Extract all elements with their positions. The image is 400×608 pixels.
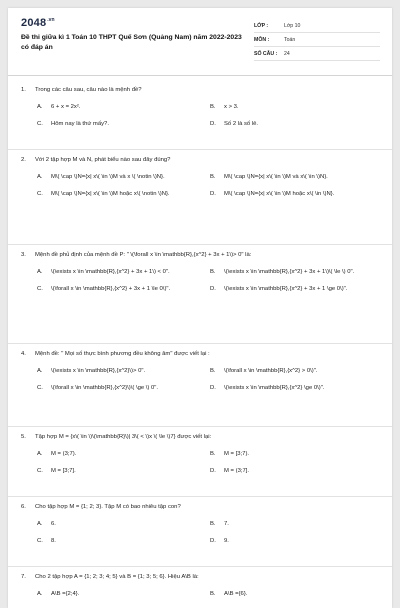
option-letter: B. <box>210 104 216 110</box>
answer-options <box>37 590 381 598</box>
exam-meta <box>254 19 380 61</box>
option-letter: D. <box>210 286 216 292</box>
question-stem <box>21 350 381 358</box>
option-letter: C. <box>37 468 43 474</box>
option-letter: C. <box>37 538 43 544</box>
question-number: 4. <box>21 351 26 357</box>
meta-row-count <box>254 47 380 61</box>
option-letter: B. <box>210 451 216 457</box>
meta-row-class <box>254 19 380 33</box>
meta-key: MÔN : <box>254 36 270 43</box>
question-7 <box>21 573 381 598</box>
document-page <box>8 8 392 608</box>
question-divider <box>8 566 392 567</box>
meta-key: LỚP : <box>254 22 269 29</box>
option-b[interactable] <box>210 173 383 181</box>
question-5 <box>21 433 381 475</box>
option-letter: D. <box>210 385 216 391</box>
question-3 <box>21 251 381 293</box>
option-letter: A. <box>37 269 43 275</box>
option-text: A\B ={2;4}. <box>51 591 80 597</box>
option-text: M\( \cap \)N={x| x\( \in \)M hoặc x\( \in \)N}. <box>224 191 335 197</box>
option-letter: D. <box>210 468 216 474</box>
question-number: 5. <box>21 434 26 440</box>
option-a[interactable] <box>37 103 210 111</box>
option-text: 6 + x = 2x². <box>51 104 81 110</box>
question-6 <box>21 503 381 545</box>
document-header <box>8 8 392 72</box>
option-a[interactable] <box>37 173 210 181</box>
option-text: M\( \cap \)N={x| x\( \in \)M và x\( \in \)N}. <box>224 174 328 180</box>
question-number: 6. <box>21 504 26 510</box>
option-c[interactable] <box>37 467 210 475</box>
option-d[interactable] <box>210 190 383 198</box>
option-b[interactable] <box>210 590 383 598</box>
option-a[interactable] <box>37 520 210 528</box>
option-text: 6. <box>51 521 56 527</box>
option-letter: A. <box>37 451 43 457</box>
option-d[interactable] <box>210 285 383 293</box>
option-a[interactable] <box>37 367 210 375</box>
question-text: Cho 2 tập hợp A = {1; 2; 3; 4; 5} và B = {1; 3; 5; 6}. Hiệu A\B là: <box>35 574 199 580</box>
option-letter: B. <box>210 269 216 275</box>
question-text: Cho tập hợp M = {1; 2; 3}. Tập M có bao nhiêu tập con? <box>35 504 181 510</box>
question-number: 7. <box>21 574 26 580</box>
option-text: A\B ={6}. <box>224 591 248 597</box>
option-text: \(\forall x \in \mathbb{R},{x^2} + 3x + 1 \le 0\)". <box>51 286 171 292</box>
answer-options <box>37 173 381 198</box>
option-d[interactable] <box>210 120 383 128</box>
option-letter: D. <box>210 191 216 197</box>
option-letter: A. <box>37 521 43 527</box>
meta-row-subject <box>254 33 380 47</box>
meta-key: SỐ CÂU : <box>254 50 278 57</box>
header-divider <box>8 75 392 76</box>
option-text: \(\forall x \in \mathbb{R},{x^2}\)\( \ge \) 0". <box>51 385 159 391</box>
option-text: \(\forall x \in \mathbb{R},{x^2} > 0\)". <box>224 368 318 374</box>
option-b[interactable] <box>210 268 383 276</box>
question-4 <box>21 350 381 392</box>
question-divider <box>8 426 392 427</box>
meta-value: Toán <box>284 36 296 43</box>
option-letter: D. <box>210 121 216 127</box>
logo-suffix: .vn <box>47 17 55 23</box>
option-text: M = [3;7). <box>224 451 250 457</box>
question-stem <box>21 573 381 581</box>
option-text: 7. <box>224 521 229 527</box>
option-d[interactable] <box>210 537 383 545</box>
question-divider <box>8 244 392 245</box>
option-letter: C. <box>37 121 43 127</box>
option-c[interactable] <box>37 120 210 128</box>
option-d[interactable] <box>210 467 383 475</box>
option-text: x > 3. <box>224 104 239 110</box>
meta-value: Lớp 10 <box>284 22 301 29</box>
question-divider <box>8 343 392 344</box>
option-text: \(\exists x \in \mathbb{R},{x^2} + 3x + 1\) < 0". <box>51 269 170 275</box>
site-logo[interactable] <box>21 17 55 29</box>
question-number: 1. <box>21 87 26 93</box>
option-letter: A. <box>37 104 43 110</box>
option-text: M\( \cap \)N={x| x\( \in \)M và x \( \notin \)N}. <box>51 174 165 180</box>
option-c[interactable] <box>37 190 210 198</box>
option-letter: B. <box>210 521 216 527</box>
answer-options <box>37 268 381 293</box>
option-letter: A. <box>37 174 43 180</box>
question-1 <box>21 86 381 128</box>
answer-options <box>37 103 381 128</box>
option-letter: A. <box>37 368 43 374</box>
option-letter: C. <box>37 385 43 391</box>
answer-options <box>37 450 381 475</box>
option-text: M = [3;7]. <box>51 468 76 474</box>
question-text: Mệnh đề phủ định của mệnh đề P: " \(\forall x \in \mathbb{R},{x^2} + 3x + 1\)> 0" là: <box>35 252 252 258</box>
option-a[interactable] <box>37 590 210 598</box>
question-2 <box>21 156 381 198</box>
option-c[interactable] <box>37 285 210 293</box>
exam-title: Đề thi giữa kì 1 Toán 10 THPT Quế Sơn (Quảng Nam) năm 2022-2023 có đáp án <box>21 34 242 51</box>
question-divider <box>8 496 392 497</box>
answer-options <box>37 367 381 392</box>
option-letter: C. <box>37 286 43 292</box>
option-letter: B. <box>210 368 216 374</box>
option-text: Số 2 là số lẻ. <box>224 121 259 127</box>
option-text: Hôm nay là thứ mấy?. <box>51 121 109 127</box>
option-c[interactable] <box>37 384 210 392</box>
question-divider <box>8 149 392 150</box>
option-text: 9. <box>224 538 229 544</box>
option-b[interactable] <box>210 367 383 375</box>
option-text: \(\exists x \in \mathbb{R},{x^2} \ge 0\)". <box>224 385 325 391</box>
logo-text: 2048 <box>21 17 47 29</box>
question-text: Với 2 tập hợp M và N, phát biểu nào sau đây đúng? <box>35 157 171 163</box>
option-a[interactable] <box>37 268 210 276</box>
option-text: M = (3;7]. <box>224 468 250 474</box>
option-text: M\( \cap \)N={x| x\( \in \)M hoặc x\( \notin \)N}. <box>51 191 170 197</box>
question-stem <box>21 251 381 259</box>
option-b[interactable] <box>210 520 383 528</box>
option-letter: A. <box>37 591 43 597</box>
question-text: Mệnh đề: " Mọi số thực bình phương đều không âm" được viết lại : <box>35 351 210 357</box>
question-stem <box>21 86 381 94</box>
option-text: \(\exists x \in \mathbb{R},{x^2} + 3x + 1\)\( \le \) 0". <box>224 269 355 275</box>
question-text: Trong các câu sau, câu nào là mệnh đề? <box>35 87 142 93</box>
option-a[interactable] <box>37 450 210 458</box>
question-stem <box>21 503 381 511</box>
option-letter: D. <box>210 538 216 544</box>
option-d[interactable] <box>210 384 383 392</box>
option-letter: B. <box>210 174 216 180</box>
meta-value: 24 <box>284 50 290 57</box>
option-text: 8. <box>51 538 56 544</box>
option-letter: B. <box>210 591 216 597</box>
option-text: \(\exists x \in \mathbb{R},{x^2} + 3x + 1 \ge 0\)". <box>224 286 348 292</box>
option-letter: C. <box>37 191 43 197</box>
question-number: 2. <box>21 157 26 163</box>
question-text: Tập hợp M = {x\( \in \)\(\mathbb{R}\)| 3\( < \)x \( \le \)7} được viết lại: <box>35 434 212 440</box>
option-b[interactable] <box>210 103 383 111</box>
option-text: M = (3;7). <box>51 451 77 457</box>
question-stem <box>21 433 381 441</box>
option-c[interactable] <box>37 537 210 545</box>
question-number: 3. <box>21 252 26 258</box>
option-b[interactable] <box>210 450 383 458</box>
option-text: \(\exists x \in \mathbb{R},{x^2}\)> 0". <box>51 368 146 374</box>
question-stem <box>21 156 381 164</box>
answer-options <box>37 520 381 545</box>
